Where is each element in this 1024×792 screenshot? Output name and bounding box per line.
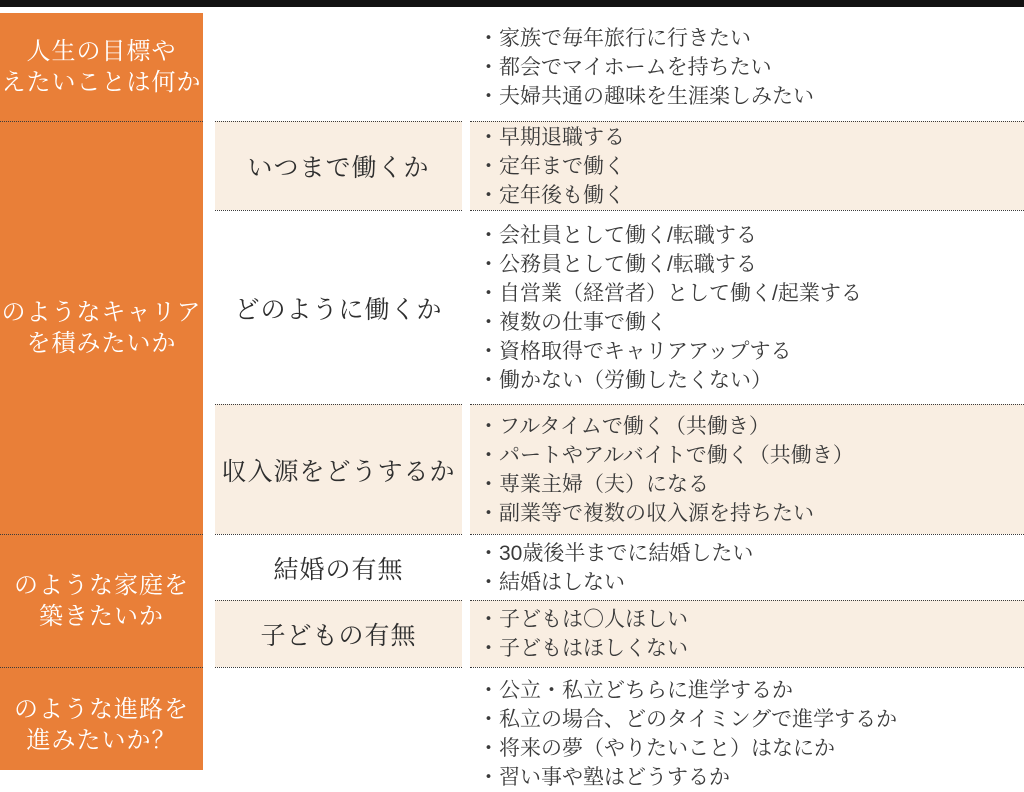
- question-line: を積みたいか: [26, 330, 177, 357]
- option-item: ・副業等で複数の収入源を持ちたい: [478, 501, 814, 525]
- option-item: ・公務員として働く/転職する: [478, 252, 757, 276]
- option-item: ・都会でマイホームを持ちたい: [478, 55, 772, 79]
- question-line: 進みたいか？: [26, 727, 177, 754]
- option-item: ・資格取得でキャリアアップする: [478, 339, 792, 363]
- option-item: ・早期退職する: [478, 125, 625, 149]
- option-item: ・子どもは〇人ほしい: [478, 608, 688, 631]
- option-item: ・フルタイムで働く（共働き）: [478, 414, 770, 438]
- top-black-bar: [0, 0, 1024, 7]
- options-column: [470, 13, 1024, 789]
- option-item: ・パートやアルバイトで働く（共働き）: [478, 443, 854, 467]
- options-row-marriage: [470, 534, 1024, 600]
- option-item: ・専業主婦（夫）になる: [478, 472, 709, 496]
- option-item: ・定年まで働く: [478, 154, 625, 178]
- question-line: のような進路を: [14, 696, 189, 723]
- question-cell-family: [0, 534, 203, 667]
- subcategory-cell-how-to-work: どのように働くか: [215, 210, 462, 404]
- options-row-work-until: [470, 121, 1024, 210]
- option-item: ・家族で毎年旅行に行きたい: [478, 26, 751, 50]
- options-row-income-source: [470, 404, 1024, 534]
- subcategory-cell-work-until: いつまで働くか: [215, 121, 462, 210]
- subcategory-cell-empty: [215, 13, 462, 121]
- question-line: 築きたいか: [39, 603, 164, 630]
- option-item: ・自営業（経営者）として働く/起業する: [478, 281, 862, 305]
- subcategory-cell-income-source: 収入源をどうするか: [215, 404, 462, 534]
- option-item: ・働かない（労働したくない）: [478, 368, 772, 392]
- options-row-how-to-work: [470, 210, 1024, 404]
- option-item: ・30歳後半までに結婚したい: [478, 541, 754, 565]
- question-line: えたいことは何か: [1, 69, 202, 96]
- option-item: ・定年後も働く: [478, 183, 625, 207]
- subcategory-cell-empty-bottom: [215, 667, 462, 770]
- option-item: ・習い事や塾はどうするか: [478, 766, 730, 789]
- option-item: ・結婚はしない: [478, 570, 625, 594]
- question-line: のようなキャリア: [1, 299, 202, 326]
- option-item: ・夫婦共通の趣味を生涯楽しみたい: [478, 84, 814, 108]
- subcategory-cell-marriage: 結婚の有無: [215, 534, 462, 600]
- option-item: ・会社員として働く/転職する: [478, 223, 757, 247]
- option-item: ・将来の夢（やりたいこと）はなにか: [478, 737, 835, 760]
- question-cell-career: [0, 121, 203, 534]
- option-item: ・公立・私立どちらに進学するか: [478, 679, 793, 702]
- subcategory-column: [215, 13, 462, 770]
- options-row-education-path: [470, 667, 1024, 792]
- question-cell-life-goals: [0, 13, 203, 121]
- question-column: [0, 13, 203, 770]
- option-item: ・私立の場合、どのタイミングで進学するか: [478, 708, 898, 731]
- question-cell-education-path: [0, 667, 203, 770]
- options-row-life-goals: [470, 13, 1024, 121]
- option-item: ・子どもはほしくない: [478, 637, 688, 660]
- option-item: ・複数の仕事で働く: [478, 310, 667, 334]
- question-line: のような家庭を: [14, 572, 189, 599]
- question-line: 人生の目標や: [26, 38, 177, 65]
- options-row-children: [470, 600, 1024, 667]
- subcategory-cell-children: 子どもの有無: [215, 600, 462, 667]
